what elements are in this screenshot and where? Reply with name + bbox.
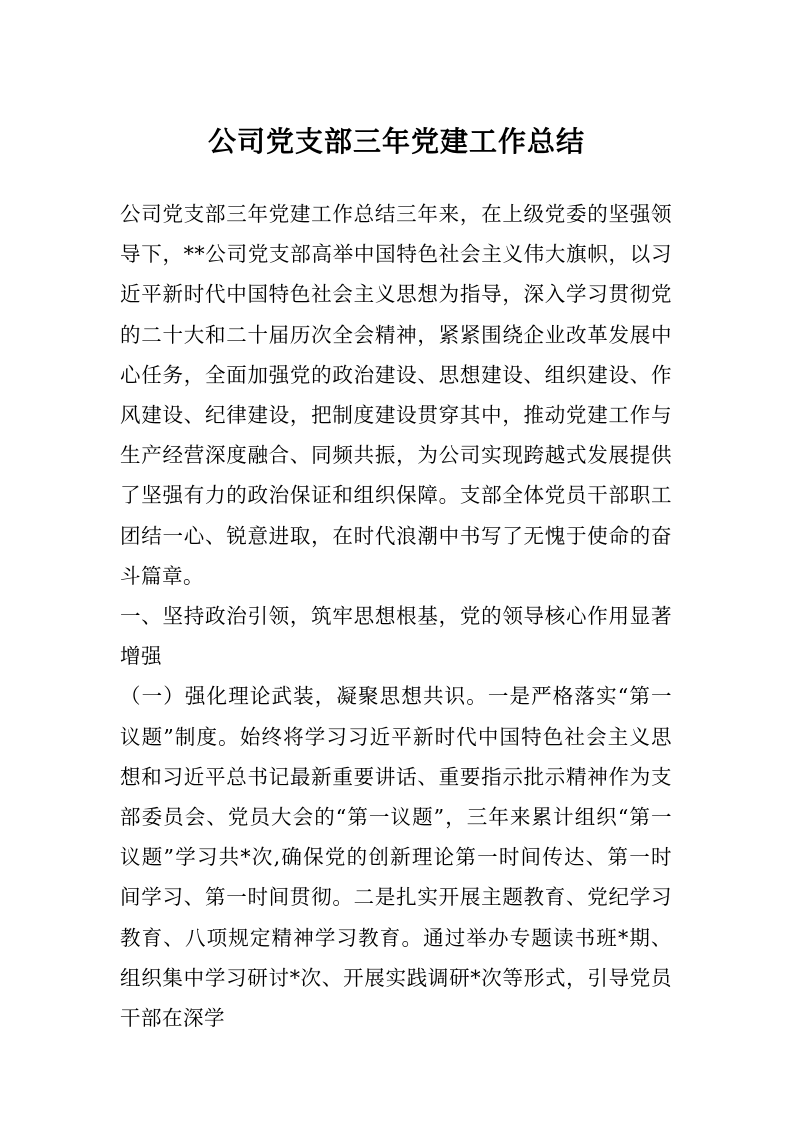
section-heading-1: 一、坚持政治引领，筑牢思想根基，党的领导核心作用显著增强 (120, 604, 672, 669)
document-title: 公司党支部三年党建工作总结 (207, 125, 585, 158)
paragraph-intro: 公司党支部三年党建工作总结三年来，在上级党委的坚强领导下，**公司党支部高举中国特色社会主义伟大旗帜，以习近平新时代中国特色社会主义思想为指导，深入学习贯彻党的二十大和二十届历次全会精神，紧紧围绕企业改革发展中心任务，全面加强党的政治建设、思想建设、组织建设、作风建设、纪律建设，把制度建设贯穿其中，推动党建工作与生产经营深度融合、同频共振，为公司实现跨越式发展提供了坚强有力的政治保证和组织保障。支部全体党员干部职工团结一心、锐意进取，在时代浪潮中书写了无愧于使命的奋斗篇章。 (120, 202, 672, 588)
paragraph-section-1-1: （一）强化理论武装，凝聚思想共识。一是严格落实“第一议题”制度。始终将学习习近平新时代中国特色社会主义思想和习近平总书记最新重要讲话、重要指示批示精神作为支部委员会、党员大会的“第一议题”，三年来累计组织“第一议题”学习共*次,确保党的创新理论第一时间传达、第一时间学习、第一时间贯彻。二是扎实开展主题教育、党纪学习教育、八项规定精神学习教育。通过举办专题读书班*期、组织集中学习研讨*次、开展实践调研*次等形式，引导党员干部在深学 (120, 684, 672, 1031)
document-body (120, 194, 672, 1038)
